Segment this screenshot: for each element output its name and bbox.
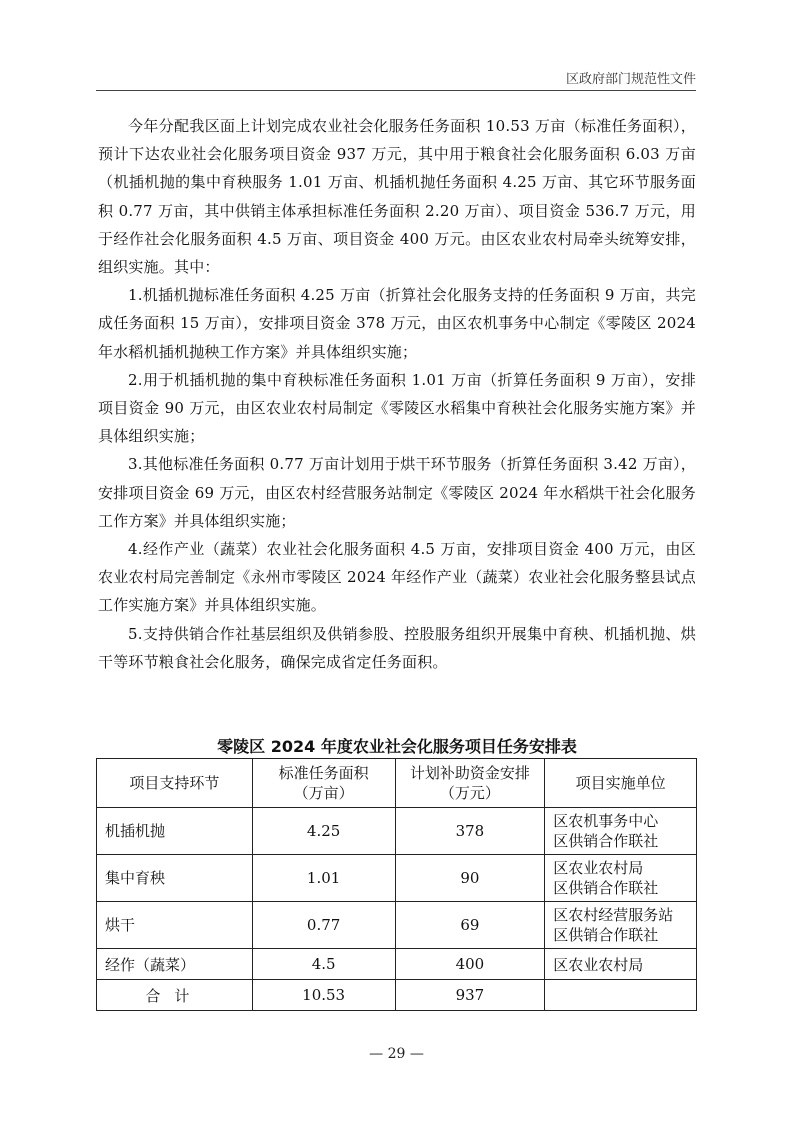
cell-area: 0.77 [252, 902, 395, 949]
paragraph-intro: 今年分配我区面上计划完成农业社会化服务任务面积 10.53 万亩（标准任务面积），预计下达农业社会化服务项目资金 937 万元，其中用于粮食社会化服务面积 6.03 万亩（机插机抛的集中育秧服务 1.01 万亩、机插机抛任务面积 4.25 万亩、其它环节服务面积 0.77 万亩，其中供销主体承担标准任务面积 2.20 万亩）、项目资金 536.7 万元，用于经作社会化服务面积 4.5 万亩、项目资金 400 万元。由区农业农村局牵头统筹安排，组织实施。其中： [98, 117, 696, 277]
cell-fund: 400 [395, 949, 545, 980]
paragraph-item-3: 3.其他标准任务面积 0.77 万亩计划用于烘干环节服务（折算任务面积 3.42 万亩），安排项目资金 69 万元，由区农村经营服务站制定《零陵区 2024 年水稻烘干社会化服务工作方案》并具体组织实施； [98, 455, 696, 530]
cell-item: 集中育秧 [97, 855, 253, 902]
header-fund: 计划补助资金安排 （万元） [395, 759, 545, 808]
cell-area: 1.01 [252, 855, 395, 902]
body-text [98, 112, 696, 676]
table-total-row [97, 980, 697, 1011]
cell-unit: 区农业农村局 [545, 949, 697, 980]
table-row [97, 902, 697, 949]
paragraph-item-2: 2.用于机插机抛的集中育秧标准任务面积 1.01 万亩（折算任务面积 9 万亩），安排项目资金 90 万元，由区农业农村局制定《零陵区水稻集中育秧社会化服务实施方案》并具体组织实施； [98, 370, 696, 446]
table-header-row [97, 759, 697, 808]
cell-unit: 区农机事务中心 区供销合作联社 [545, 808, 697, 855]
cell-area: 4.5 [252, 949, 395, 980]
table-row [97, 949, 697, 980]
cell-fund: 378 [395, 808, 545, 855]
cell-unit: 区农业农村局 区供销合作联社 [545, 855, 697, 902]
task-table [96, 758, 697, 1011]
header-area: 标准任务面积 （万亩） [252, 759, 395, 808]
paragraph-item-4: 4.经作产业（蔬菜）农业社会化服务面积 4.5 万亩，安排项目资金 400 万元，由区农业农村局完善制定《永州市零陵区 2024 年经作产业（蔬菜）农业社会化服务整县试点工作实施方案》并具体组织实施。 [98, 540, 696, 615]
cell-item: 经作（蔬菜） [97, 949, 253, 980]
cell-fund: 69 [395, 902, 545, 949]
paragraph-item-1: 1.机插机抛标准任务面积 4.25 万亩（折算社会化服务支持的任务面积 9 万亩，共完成任务面积 15 万亩），安排项目资金 378 万元，由区农机事务中心制定《零陵区 2024 年水稻机插机抛秧工作方案》并具体组织实施； [98, 286, 696, 361]
header-title: 区政府部门规范性文件 [565, 72, 696, 87]
cell-fund: 90 [395, 855, 545, 902]
page-number: — 29 — [369, 1046, 424, 1062]
paragraph-item-5: 5.支持供销合作社基层组织及供销参股、控股服务组织开展集中育秧、机插机抛、烘干等环节粮食社会化服务，确保完成省定任务面积。 [98, 624, 696, 671]
total-label: 合计 [97, 980, 253, 1011]
header-unit: 项目实施单位 [545, 759, 697, 808]
total-area: 10.53 [252, 980, 395, 1011]
page-header [96, 60, 696, 91]
table-title: 零陵区 2024 年度农业社会化服务项目任务安排表 [217, 737, 577, 756]
cell-unit: 区农村经营服务站 区供销合作联社 [545, 902, 697, 949]
table-row [97, 808, 697, 855]
cell-item: 烘干 [97, 902, 253, 949]
total-fund: 937 [395, 980, 545, 1011]
table-row [97, 855, 697, 902]
cell-area: 4.25 [252, 808, 395, 855]
total-unit [545, 980, 697, 1011]
header-item: 项目支持环节 [97, 759, 253, 808]
cell-item: 机插机抛 [97, 808, 253, 855]
